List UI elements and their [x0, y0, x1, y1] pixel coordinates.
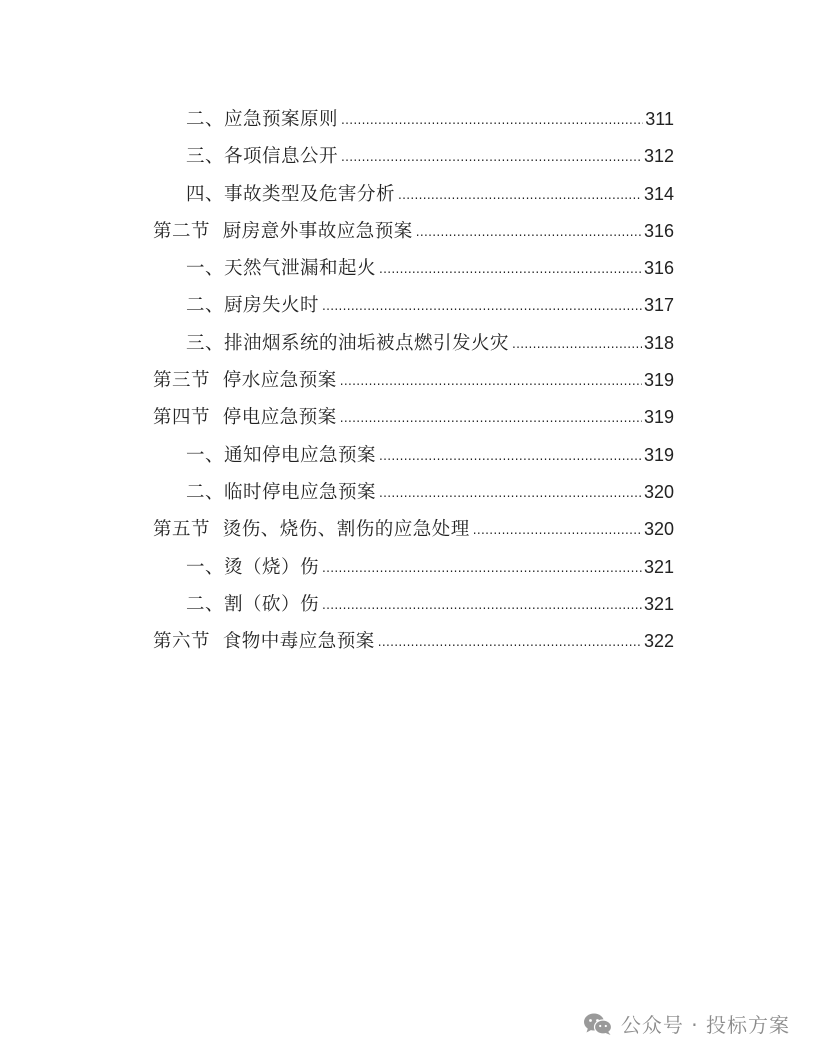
toc-entry-title: 三、排油烟系统的油垢被点燃引发火灾: [186, 332, 510, 354]
toc-entry-title: 第三节 停水应急预案: [153, 370, 337, 392]
toc-leader-dots: [379, 475, 642, 512]
toc-entry-page: 319: [643, 407, 674, 428]
toc-entry-title: 一、通知停电应急预案: [186, 444, 377, 466]
toc-entry-page: 316: [643, 220, 674, 241]
toc-entry-page: 321: [643, 593, 674, 614]
toc-leader-dots: [379, 251, 642, 288]
toc-leader-dots: [473, 512, 642, 549]
toc-section-entry[interactable]: [153, 623, 674, 660]
toc-section-entry[interactable]: [153, 362, 674, 399]
toc-leader-dots: [341, 102, 643, 139]
wechat-icon: [583, 1012, 613, 1036]
toc-entry[interactable]: [153, 586, 674, 623]
toc-leader-dots: [398, 177, 642, 214]
toc-leader-dots: [416, 214, 642, 251]
toc-entry-title: 四、事故类型及危害分析: [186, 183, 396, 205]
toc-entry-title: 三、各项信息公开: [186, 146, 339, 168]
toc-leader-dots: [322, 288, 642, 325]
toc-entry-title: 第五节 烫伤、烧伤、割伤的应急处理: [153, 519, 470, 541]
toc-entry-page: 317: [643, 295, 674, 316]
toc-section-entry[interactable]: [153, 511, 674, 548]
toc-entry[interactable]: [153, 176, 674, 213]
toc-section-entry[interactable]: [153, 399, 674, 436]
toc-entry[interactable]: [153, 437, 674, 474]
toc-entry[interactable]: [153, 250, 674, 287]
toc-entry-title: 第四节 停电应急预案: [153, 407, 337, 429]
toc-entry-page: 314: [643, 183, 674, 204]
table-of-contents: [153, 101, 674, 660]
toc-entry-title: 二、厨房失火时: [186, 295, 320, 317]
toc-entry[interactable]: [153, 549, 674, 586]
toc-entry-page: 312: [643, 146, 674, 167]
watermark-text: 公众号 · 投标方案: [620, 1013, 790, 1037]
toc-leader-dots: [378, 624, 642, 661]
toc-entry-page: 319: [643, 444, 674, 465]
toc-entry-page: 316: [643, 258, 674, 279]
toc-entry[interactable]: [153, 101, 674, 138]
toc-leader-dots: [341, 139, 642, 176]
toc-leader-dots: [340, 363, 642, 400]
watermark: [583, 1009, 790, 1038]
toc-entry-page: 319: [643, 370, 674, 391]
toc-entry-title: 二、临时停电应急预案: [186, 481, 377, 503]
toc-entry-page: 320: [643, 481, 674, 502]
toc-entry-title: 二、割（砍）伤: [186, 593, 320, 615]
toc-leader-dots: [322, 587, 642, 624]
toc-entry[interactable]: [153, 287, 674, 324]
toc-entry-page: 311: [645, 109, 674, 129]
toc-entry-page: 321: [643, 556, 674, 577]
toc-entry-title: 第六节 食物中毒应急预案: [153, 631, 375, 653]
toc-entry[interactable]: [153, 138, 674, 175]
toc-entry-title: 二、应急预案原则: [186, 109, 339, 130]
toc-entry-page: 320: [643, 519, 674, 540]
toc-leader-dots: [379, 438, 642, 475]
toc-entry-page: 322: [643, 631, 674, 652]
toc-entry[interactable]: [153, 325, 674, 362]
toc-leader-dots: [340, 400, 642, 437]
toc-leader-dots: [512, 326, 642, 363]
toc-entry-title: 第二节 厨房意外事故应急预案: [153, 220, 413, 242]
toc-entry-title: 一、天然气泄漏和起火: [186, 258, 377, 280]
toc-entry-title: 一、烫（烧）伤: [186, 556, 320, 578]
toc-section-entry[interactable]: [153, 213, 674, 250]
toc-entry-page: 318: [643, 332, 674, 353]
toc-leader-dots: [322, 550, 642, 587]
toc-entry[interactable]: [153, 474, 674, 511]
